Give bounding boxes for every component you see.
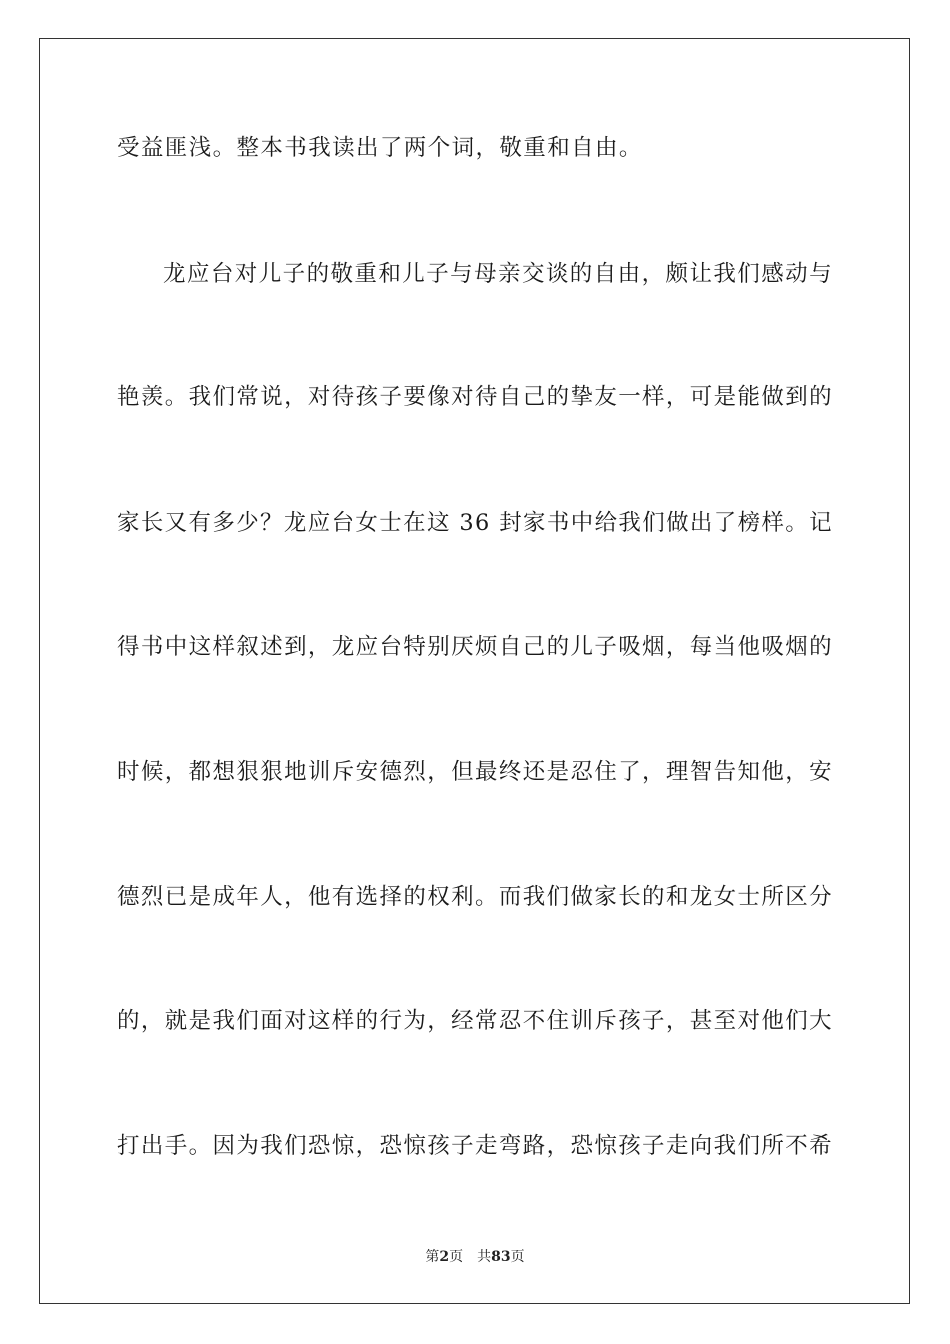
page-border — [39, 38, 910, 1304]
body-text-line-8: 的，就是我们面对这样的行为，经常忍不住训斥孩子，甚至对他们大 — [117, 1008, 833, 1034]
total-pages: 83 — [491, 1249, 511, 1265]
total-suffix: 页 — [510, 1249, 525, 1265]
body-text-line-9: 打出手。因为我们恐惊，恐惊孩子走弯路，恐惊孩子走向我们所不希 — [117, 1133, 833, 1159]
total-prefix: 共 — [477, 1249, 492, 1265]
body-text-line-7: 德烈已是成年人，他有选择的权利。而我们做家长的和龙女士所区分 — [117, 884, 833, 910]
body-text-line-5: 得书中这样叙述到，龙应台特别厌烦自己的儿子吸烟，每当他吸烟的 — [117, 634, 833, 660]
body-text-line-6: 时候，都想狠狠地训斥安德烈，但最终还是忍住了，理智告知他，安 — [117, 759, 833, 785]
page-suffix: 页 — [449, 1249, 464, 1265]
body-text-line-3: 艳羡。我们常说，对待孩子要像对待自己的挚友一样，可是能做到的 — [117, 384, 833, 410]
page-prefix: 第 — [425, 1249, 440, 1265]
body-text-line-2: 龙应台对儿子的敬重和儿子与母亲交谈的自由，颇让我们感动与 — [163, 261, 834, 287]
page-footer — [0, 1248, 950, 1266]
body-text-line-4: 家长又有多少？龙应台女士在这 36 封家书中给我们做出了榜样。记 — [117, 510, 833, 536]
body-text-line-1: 受益匪浅。整本书我读出了两个词，敬重和自由。 — [117, 135, 643, 161]
page-number: 2 — [439, 1249, 450, 1265]
